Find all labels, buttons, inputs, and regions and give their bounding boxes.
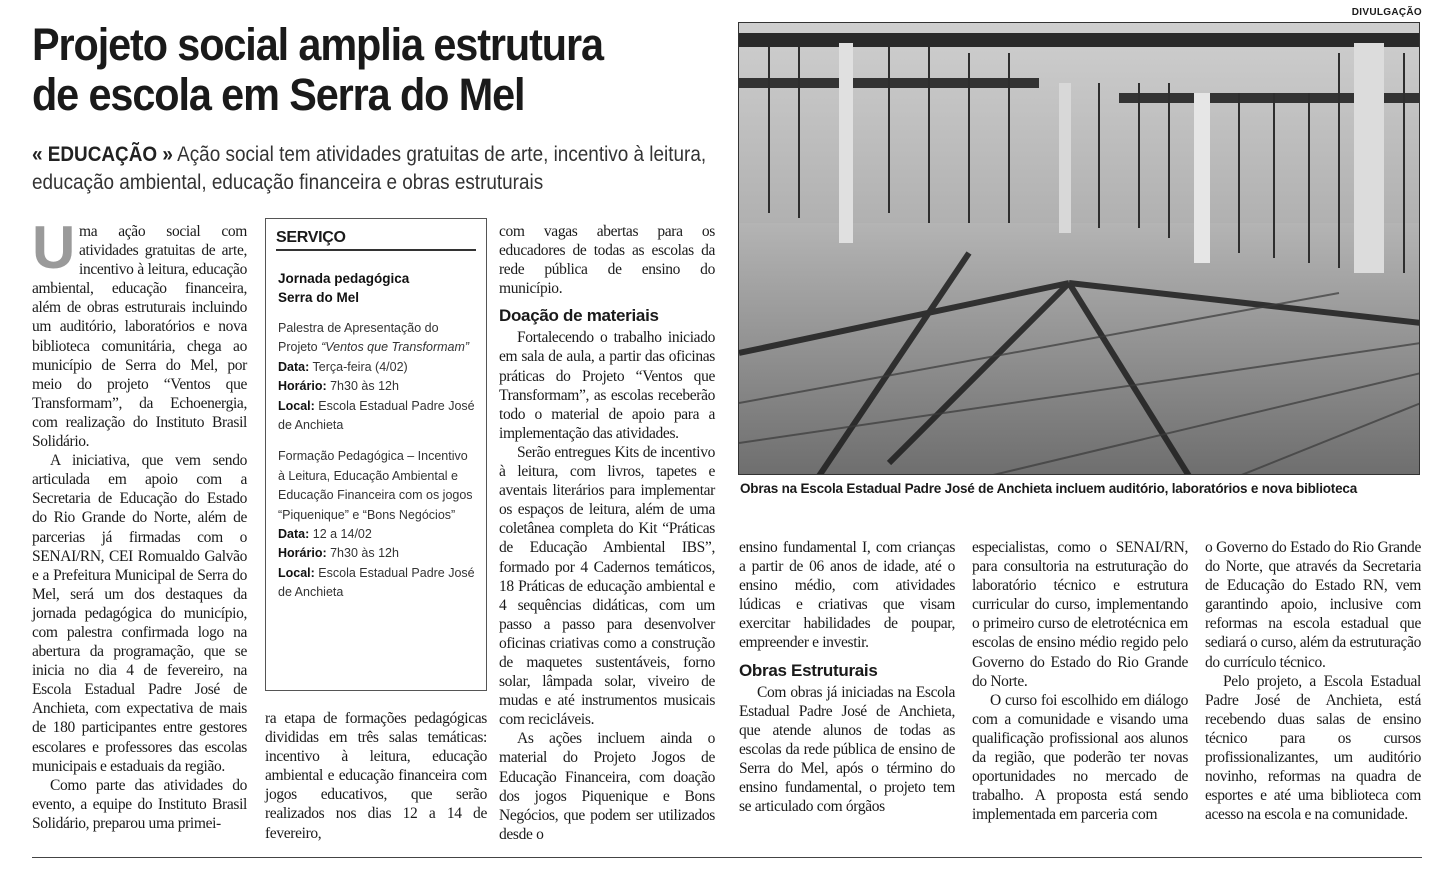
paragraph: O curso foi escolhido em diálogo com a comunidade e visando uma qualificação profissional aos alunos da região, que poderão ter novas oportunidades no mercado de trabalho. A proposta está sendo implementada em parceria com: [972, 691, 1188, 824]
service-box: [265, 218, 487, 691]
section-tag: « EDUCAÇÃO »: [32, 142, 173, 166]
article-column-6: [1205, 538, 1421, 824]
deck-text: Ação social tem atividades gratuitas de arte, incentivo à leitura, educação ambiental, educação financeira e obras estruturais: [32, 142, 707, 194]
paragraph: com vagas abertas para os educadores de todas as escolas da rede pública de ensino do município.: [499, 223, 715, 298]
photo-credit: DIVULGAÇÃO: [1351, 7, 1422, 18]
event-2-date: Data: 12 a 14/02: [278, 527, 372, 542]
paragraph: Serão entregues Kits de incentivo à leitura, com livros, tapetes e aventais literários para implementar os espaços de leitura, além de uma coletânea completa do Kit “Práticas de Educação Ambiental IBS”, formado por 4 Cadernos temáticos, 18 Práticas de educação ambiental e 4 sequências didáticas, com um passo a passo para desenvolver oficinas criativas como a construção de maquetes sustentáveis, forno solar, lâmpada solar, viveiro de mudas e até instrumentos musicais com recicláveis.: [499, 443, 715, 729]
paragraph: especialistas, como o SENAI/RN, para consultoria na estruturação do laboratório técnico e estrutura curricular do curso, implementando o primeiro curso de eletrotécnica em escolas de ensino médio regido pelo Governo do Estado do Rio Grande do Norte.: [972, 539, 1188, 690]
article-column-2: [265, 709, 487, 843]
photo-caption: Obras na Escola Estadual Padre José de Anchieta incluem auditório, laboratórios e nova biblioteca: [740, 481, 1358, 496]
event-1-description: Palestra de Apresentação do Projeto “Ventos que Transformam”: [278, 321, 470, 355]
article-column-1: [32, 214, 247, 833]
paragraph: Uma ação social com atividades gratuitas de arte, incentivo à leitura, educação ambiental, educação financeira, além de obras estruturais incluindo um auditório, laboratórios e nova biblioteca comunitária, chega ao município de Serra do Mel, por meio do projeto “Ventos que Transformam”, da Echoenergia, com realização do Instituto Brasil Solidário.: [32, 214, 247, 451]
event-1-place: Local: Escola Estadual Padre José de Anchieta: [278, 398, 475, 433]
paragraph: Fortalecendo o trabalho iniciado em sala de aula, a partir das oficinas práticas do Projeto “Ventos que Transformam”, as escolas receberão todo o material de apoio para a implementação das atividades.: [499, 329, 715, 442]
event-1-date: Data: Terça-feira (4/02): [278, 359, 408, 374]
headline-line-2: de escola em Serra do Mel: [32, 69, 525, 120]
paragraph: o Governo do Estado do Rio Grande do Norte, que através da Secretaria de Educação do Estado RN, vem garantindo apoio, inclusive com reformas na escola estadual que sediará o curso, além da estruturação do currículo técnico.: [1205, 539, 1422, 671]
event-2-time: Horário: 7h30 às 12h: [278, 546, 399, 561]
paragraph: Como parte das atividades do evento, a equipe do Instituto Brasil Solidário, preparou uma primei-: [32, 776, 247, 832]
paragraph: ra etapa de formações pedagógicas divididas em três salas temáticas: incentivo à leitura, educação ambiental e educação financeira com jogos educativos, que serão realizados nos dias 12 a 14 de fevereiro,: [265, 710, 487, 842]
event-1-time: Horário: 7h30 às 12h: [278, 379, 399, 394]
paragraph: Pelo projeto, a Escola Estadual Padre José de Anchieta, está recebendo duas salas de ensino técnico para os cursos profissionalizantes, um auditório novinho, reformas na quadra de esportes e até uma biblioteca com acesso na escola e na comunidade.: [1205, 672, 1421, 824]
subheading-doacao: Doação de materiais: [499, 306, 659, 326]
event-2-place: Local: Escola Estadual Padre José de Anchieta: [278, 565, 475, 600]
subheading-obras: Obras Estruturais: [739, 660, 878, 680]
service-box-body: [278, 269, 476, 603]
article-column-5: [972, 538, 1188, 824]
paragraph: A iniciativa, que vem sendo articulada em apoio com a Secretaria de Educação do Estado do Rio Grande do Norte, além de parcerias já firmadas com o SENAI/RN, CEI Romualdo Galvão e a Prefeitura Municipal de Serra do Mel, será um dos destaques da jornada pedagógica do município, com palestra confirmada logo na abertura da programação, que se inicia no dia 4 de fevereiro, na Escola Estadual Padre José de Anchieta, com expectativa de mais de 180 participantes entre gestores escolares e professores das escolas municipais e estaduais da região.: [32, 452, 247, 775]
headline: [32, 20, 667, 120]
event-2-description: Formação Pedagógica – Incentivo à Leitura, Educação Ambiental e Educação Financeira com os jogos “Piquenique” e “Bons Negócios”: [278, 449, 473, 522]
deck: [32, 140, 710, 196]
event-title: Jornada pedagógica Serra do Mel: [278, 271, 410, 305]
drop-cap: U: [32, 214, 75, 281]
headline-line-1: Projeto social amplia estrutura: [32, 19, 603, 70]
bottom-rule: [32, 857, 1422, 858]
paragraph: As ações incluem ainda o material do Projeto Jogos de Educação Financeira, com doação dos jogos Piquenique e Bons Negócios, que podem ser utilizados desde o: [499, 730, 715, 843]
article-column-3: [499, 222, 715, 844]
construction-photo-illustration: [739, 23, 1420, 475]
paragraph: ensino fundamental I, com crianças a partir de 06 anos de idade, até o ensino médio, com atividades lúdicas e criativas que visam exercitar habilidades de poupar, empreender e investir.: [739, 539, 955, 652]
service-box-title: SERVIÇO: [276, 229, 476, 251]
construction-photo: [738, 22, 1420, 475]
article-column-4: [739, 538, 955, 816]
paragraph: Com obras já iniciadas na Escola Estadual Padre José de Anchieta, que atende alunos de todas as escolas da rede pública de ensino de Serra do Mel, após o término do ensino fundamental, o projeto tem se articulado com órgãos: [739, 683, 955, 816]
